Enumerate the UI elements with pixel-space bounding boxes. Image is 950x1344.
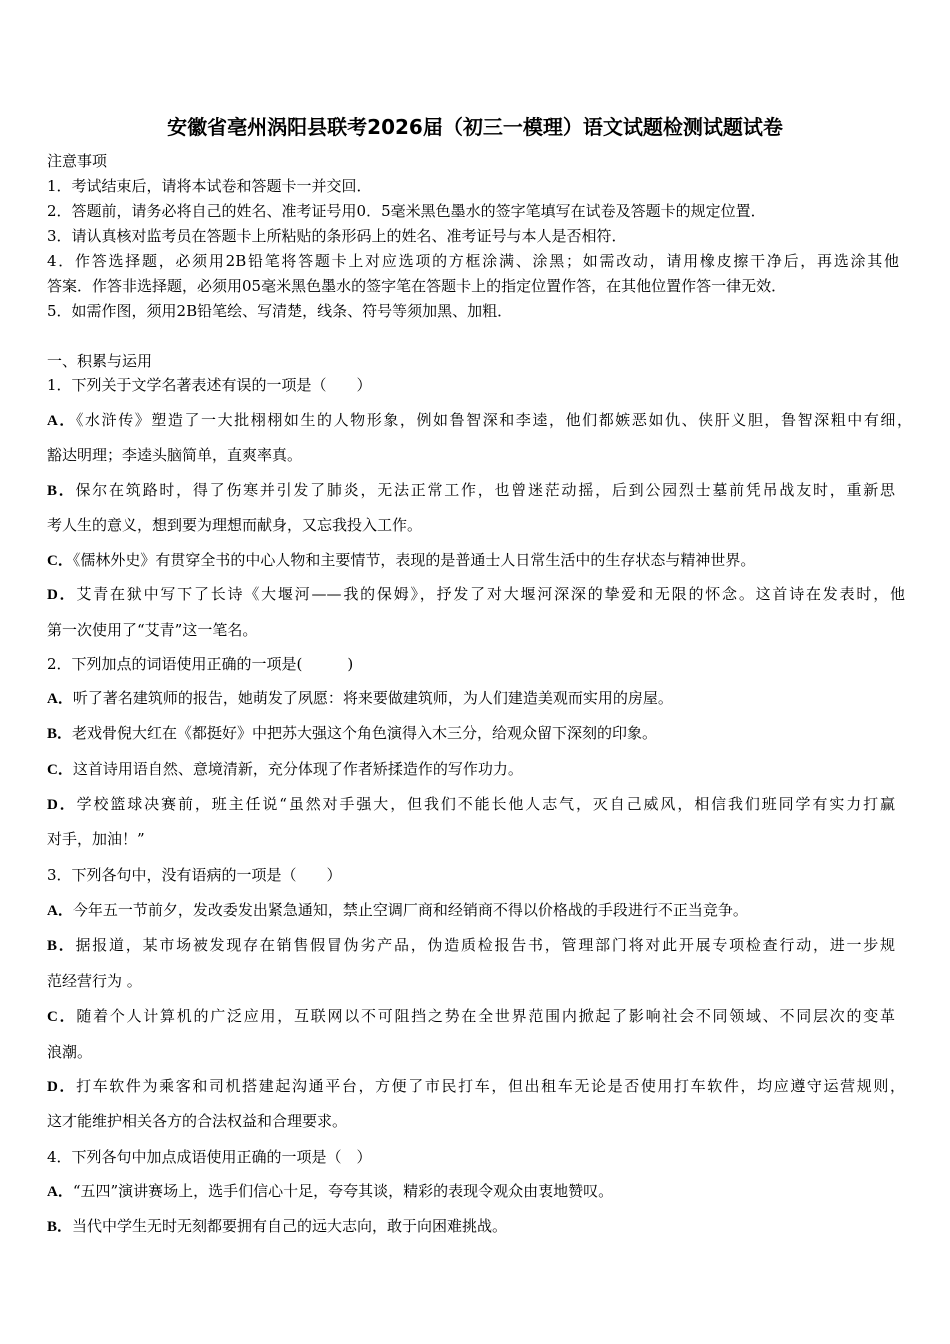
notice-line: 4．作答选择题，必须用2B铅笔将答题卡上对应选项的方框涂满、涂黑；如需改动，请用橡皮擦干净后，再选涂其他: [47, 252, 899, 270]
question-stem: 2．下列加点的词语使用正确的一项是( ): [47, 655, 354, 673]
option-text: 豁达明理；李逵头脑简单，直爽率真。: [47, 446, 303, 464]
option-b: B．保尔在筑路时，得了伤寒并引发了肺炎，无法正常工作，也曾迷茫动摇，后到公园烈士墓前凭吊战友时，重新思: [47, 481, 895, 499]
question-stem: 1．下列关于文学名著表述有误的一项是（ ）: [47, 376, 372, 394]
option-b: B．老戏骨倪大红在《都挺好》中把苏大强这个角色演得入木三分，给观众留下深刻的印象。: [47, 724, 658, 742]
page-title: 安徽省亳州涡阳县联考2026届（初三一模理）语文试题检测试题试卷: [167, 115, 783, 139]
option-d: D．艾青在狱中写下了长诗《大堰河——我的保姆》，抒发了对大堰河深深的挚爱和无限的怀念。这首诗在发表时，他: [47, 585, 905, 603]
notice-line: 2．答题前，请务必将自己的姓名、准考证号用0．5毫米黑色墨水的签字笔填写在试卷及答题卡的规定位置．: [47, 202, 766, 220]
option-text: 考人生的意义，想到要为理想而献身，又忘我投入工作。: [47, 516, 423, 534]
option-a: A．今年五一节前夕，发改委发出紧急通知，禁止空调厂商和经销商不得以价格战的手段进行不正当竞争。: [47, 901, 748, 919]
option-text: 对手，加油！”: [47, 830, 145, 848]
option-a: A．听了著名建筑师的报告，她萌发了夙愿：将来要做建筑师，为人们建造美观而实用的房屋。: [47, 689, 673, 707]
option-c: C．随着个人计算机的广泛应用，互联网以不可阻挡之势在全世界范围内掀起了影响社会不同领域、不同层次的变革: [47, 1007, 895, 1025]
option-d: D．学校篮球决赛前，班主任说“虽然对手强大，但我们不能长他人志气，灭自己威风，相信我们班同学有实力打赢: [47, 795, 895, 813]
option-d: D．打车软件为乘客和司机搭建起沟通平台，方便了市民打车，但出租车无论是否使用打车软件，均应遵守运营规则，: [47, 1077, 905, 1095]
option-c: C．这首诗用语自然、意境清新，充分体现了作者矫揉造作的写作功力。: [47, 760, 523, 778]
question-stem: 3．下列各句中，没有语病的一项是（ ）: [47, 866, 342, 884]
option-text: 这才能维护相关各方的合法权益和合理要求。: [47, 1112, 348, 1130]
notice-line: 答案．作答非选择题，必须用05毫米黑色墨水的签字笔在答题卡上的指定位置作答，在其他位置作答一律无效．: [47, 277, 787, 295]
section-heading: 一、积累与运用: [47, 352, 153, 370]
notice-line: 3．请认真核对监考员在答题卡上所粘贴的条形码上的姓名、准考证号与本人是否相符．: [47, 227, 627, 245]
option-text: 范经营行为 。: [47, 972, 142, 990]
option-a: A．“五四”演讲赛场上，选手们信心十足，夸夸其谈，精彩的表现令观众由衷地赞叹。: [47, 1182, 614, 1200]
option-text: 第一次使用了“艾青”这一笔名。: [47, 621, 258, 639]
option-b: B．当代中学生无时无刻都要拥有自己的远大志向，敢于向困难挑战。: [47, 1217, 508, 1235]
notice-line: 1．考试结束后，请将本试卷和答题卡一并交回．: [47, 177, 372, 195]
option-c: C．《儒林外史》有贯穿全书的中心人物和主要情节，表现的是普通士人日常生活中的生存状态与精神世界。: [47, 551, 756, 569]
option-a: A．《水浒传》塑造了一大批栩栩如生的人物形象，例如鲁智深和李逵，他们都嫉恶如仇、侠肝义胆，鲁智深粗中有细，: [47, 411, 912, 429]
notice-heading: 注意事项: [47, 152, 108, 170]
option-b: B．据报道，某市场被发现存在销售假冒伪劣产品，伪造质检报告书，管理部门将对此开展专项检查行动，进一步规: [47, 936, 895, 954]
question-stem: 4．下列各句中加点成语使用正确的一项是（ ）: [47, 1148, 372, 1166]
notice-line: 5．如需作图，须用2B铅笔绘、写清楚，线条、符号等须加黑、加粗．: [47, 302, 513, 320]
option-text: 浪潮。: [47, 1043, 93, 1061]
